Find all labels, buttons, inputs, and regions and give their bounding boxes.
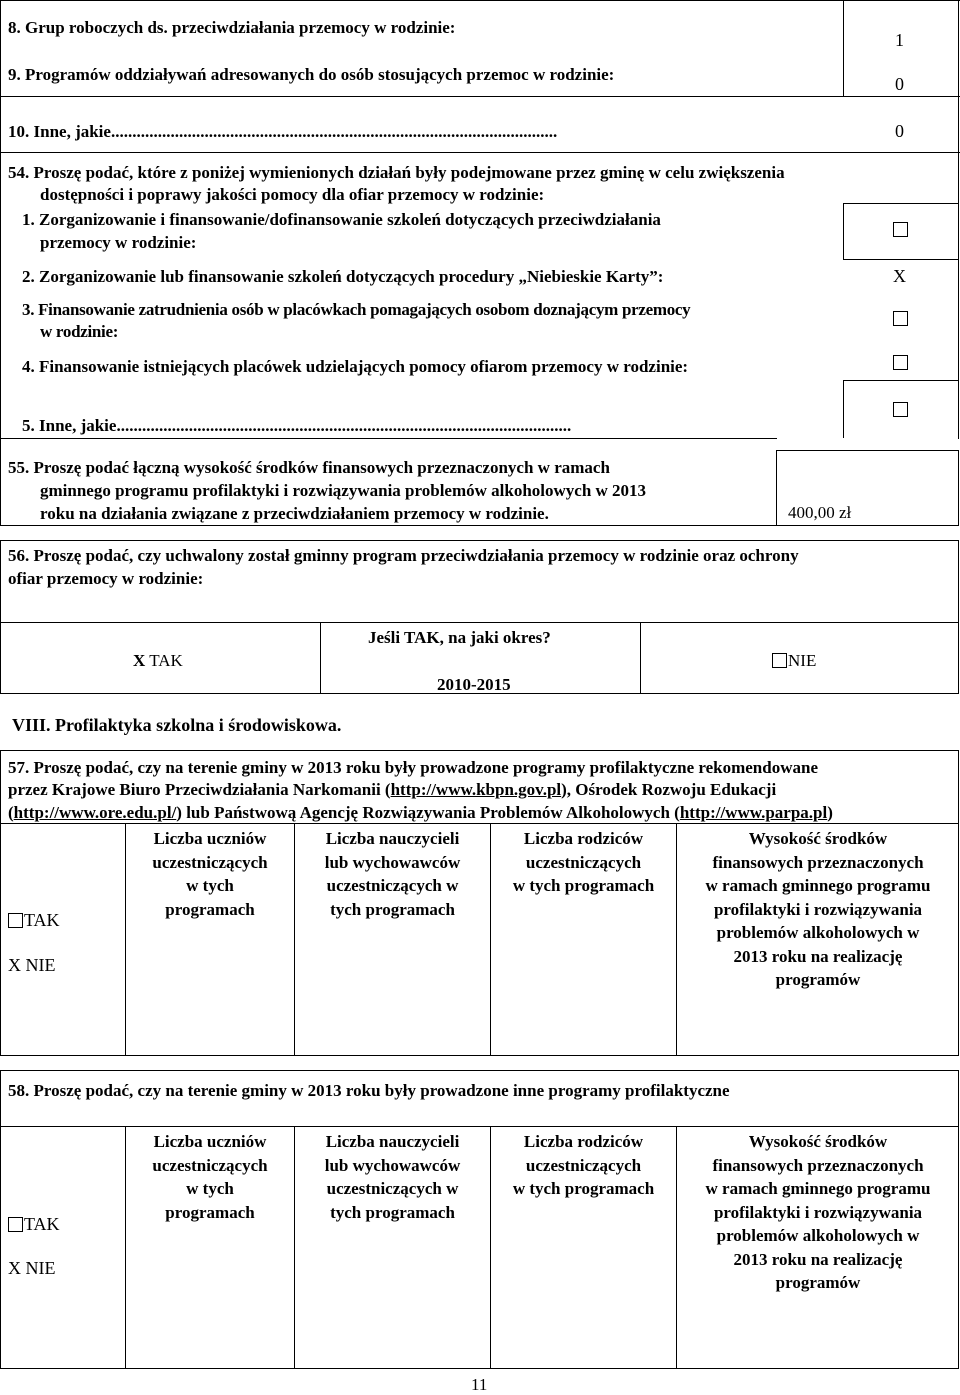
q54-item1-line1: 1. Zorganizowanie i finansowanie/dofinansowanie szkoleń dotyczących przeciwdziałania xyxy=(22,210,661,229)
row-divider xyxy=(0,96,960,97)
q56-col-divider xyxy=(320,622,321,694)
q57-header-students: Liczba uczniów uczestniczących w tych programach xyxy=(152,829,268,919)
q54-item2-mark: X xyxy=(893,266,906,286)
q56-tak-label: TAK xyxy=(149,651,183,670)
q54-mark-col-border xyxy=(843,380,844,438)
q57-question-line3 xyxy=(8,802,833,823)
q57-line3-close: ) xyxy=(827,803,833,822)
q56-period-value: 2010-2015 xyxy=(437,675,511,694)
q54-item2-line1: 2. Zorganizowanie lub finansowanie szkoleń dotyczących procedury „Niebieskie Karty”: xyxy=(22,267,664,286)
q54-item3-line2: w rodzinie: xyxy=(40,322,119,341)
q54-left-border xyxy=(0,152,1,439)
q58-header-teachers: Liczba nauczycieli lub wychowawców uczestniczących w tych programach xyxy=(324,1132,461,1222)
q54-mark-col-top xyxy=(843,380,959,381)
page-number: 11 xyxy=(471,1375,488,1394)
q57-line2-text-end: ), Ośrodek Rozwoju Edukacji xyxy=(561,780,777,799)
row10-label: 10. Inne, jakie......................................................................................................... xyxy=(8,122,558,141)
q58-tak-option[interactable] xyxy=(8,1214,60,1235)
q54-item3-checkbox[interactable] xyxy=(893,311,908,326)
q58-header-divider xyxy=(0,1126,959,1127)
q56-tak-option[interactable] xyxy=(133,650,183,671)
q57-nie-option[interactable]: X NIE xyxy=(8,955,56,975)
left-border xyxy=(0,0,1,152)
q56-question-line2: ofiar przemocy w rodzinie: xyxy=(8,569,204,588)
q55-question-line3: roku na działania związane z przeciwdziałaniem przemocy w rodzinie. xyxy=(40,504,549,523)
q54-item4-line1: 4. Finansowanie istniejących placówek udzielających pomocy ofiarom przemocy w rodzinie: xyxy=(22,357,689,376)
q54-question-line2: dostępności i poprawy jakości pomocy dla ofiar przemocy w rodzinie: xyxy=(40,185,545,204)
q58-question-line1: 58. Proszę podać, czy na terenie gminy w 2013 roku były prowadzone inne programy profilaktyczne xyxy=(8,1081,730,1100)
q58-header-students: Liczba uczniów uczestniczących w tych programach xyxy=(152,1132,268,1222)
q56-period-question: Jeśli TAK, na jaki okres? xyxy=(368,628,551,647)
q58-tak-label: TAK xyxy=(24,1214,60,1234)
q56-nie-label: NIE xyxy=(788,651,817,670)
q54-item5-line1: 5. Inne, jakie........................................................................................................... xyxy=(22,416,572,435)
row8-value: 1 xyxy=(895,30,904,50)
q55-top-border xyxy=(0,438,777,439)
q57-question-line2 xyxy=(8,779,776,800)
q57-header-parents: Liczba rodziców uczestniczących w tych programach xyxy=(512,829,655,895)
row10-value: 0 xyxy=(895,121,904,141)
q57-header-divider xyxy=(0,823,959,824)
row8-label: 8. Grup roboczych ds. przeciwdziałania przemocy w rodzinie: xyxy=(8,18,456,37)
top-border xyxy=(0,0,960,1)
q54-mark-col-border xyxy=(843,203,844,260)
q54-item5-checkbox[interactable] xyxy=(893,402,908,417)
q56-tak-mark: X xyxy=(133,651,146,670)
q55-amount: 400,00 zł xyxy=(788,503,852,522)
q57-header-funds: Wysokość środków finansowych przeznaczonych w ramach gminnego programu profilaktyki i rozwiązywania problemów alkoholowych w 2013 roku na realizację programów xyxy=(705,829,931,989)
q54-item4-checkbox[interactable] xyxy=(893,355,908,370)
q56-question-line1: 56. Proszę podać, czy uchwalony został gminny program przeciwdziałania przemocy w rodzinie oraz ochrony xyxy=(8,546,799,565)
q55-question-line1: 55. Proszę podać łączną wysokość środków finansowych przeznaczonych w ramach xyxy=(8,458,610,477)
q58-nie-option[interactable]: X NIE xyxy=(8,1258,56,1278)
q58-header-parents: Liczba rodziców uczestniczących w tych programach xyxy=(512,1132,655,1198)
row-divider xyxy=(0,152,960,153)
right-border xyxy=(958,0,959,152)
q57-question-line1: 57. Proszę podać, czy na terenie gminy w 2013 roku były prowadzone programy profilaktyczne rekomendowane xyxy=(8,758,818,777)
q57-tak-option[interactable] xyxy=(8,910,60,931)
q57-tak-label: TAK xyxy=(24,910,60,930)
q57-header-teachers: Liczba nauczycieli lub wychowawców uczestniczących w tych programach xyxy=(324,829,461,919)
kbpn-link[interactable]: http://www.kbpn.gov.pl xyxy=(390,780,562,799)
q57-line2-text: przez Krajowe Biuro Przeciwdziałania Narkomanii ( xyxy=(8,780,391,799)
q57-tak-checkbox[interactable] xyxy=(8,913,23,928)
q58-tak-checkbox[interactable] xyxy=(8,1217,23,1232)
q54-item3-line1: 3. Finansowanie zatrudnienia osób w placówkach pomagających osobom doznającym przemocy xyxy=(22,300,691,319)
q54-right-border xyxy=(958,152,959,439)
q58-header-funds: Wysokość środków finansowych przeznaczonych w ramach gminnego programu profilaktyki i rozwiązywania problemów alkoholowych w 2013 roku na realizację programów xyxy=(705,1132,931,1292)
section-title: VIII. Profilaktyka szkolna i środowiskowa. xyxy=(12,715,342,735)
q54-question-line1: 54. Proszę podać, które z poniżej wymienionych działań były podejmowane przez gminę w celu zwiększenia xyxy=(8,163,785,182)
q57-line3-open: ( xyxy=(8,803,14,822)
row9-value: 0 xyxy=(895,74,904,94)
q54-item1-checkbox[interactable] xyxy=(893,222,908,237)
q56-nie-checkbox[interactable] xyxy=(772,653,787,668)
q54-item1-line2: przemocy w rodzinie: xyxy=(40,233,197,252)
q57-line3-text: ) lub Państwową Agencję Rozwiązywania Problemów Alkoholowych ( xyxy=(176,803,680,822)
ore-link[interactable]: http://www.ore.edu.pl/ xyxy=(13,803,177,822)
q56-nie-option[interactable] xyxy=(772,650,816,671)
q54-mark-col-bottom xyxy=(843,259,959,260)
row9-label: 9. Programów oddziaływań adresowanych do osób stosujących przemoc w rodzinie: xyxy=(8,65,615,84)
parpa-link[interactable]: http://www.parpa.pl xyxy=(679,803,828,822)
q55-question-line2: gminnego programu profilaktyki i rozwiązywania problemów alkoholowych w 2013 xyxy=(40,481,647,500)
q54-mark-col-top xyxy=(843,203,959,204)
value-column-border xyxy=(843,0,844,96)
q56-col-divider xyxy=(640,622,641,694)
